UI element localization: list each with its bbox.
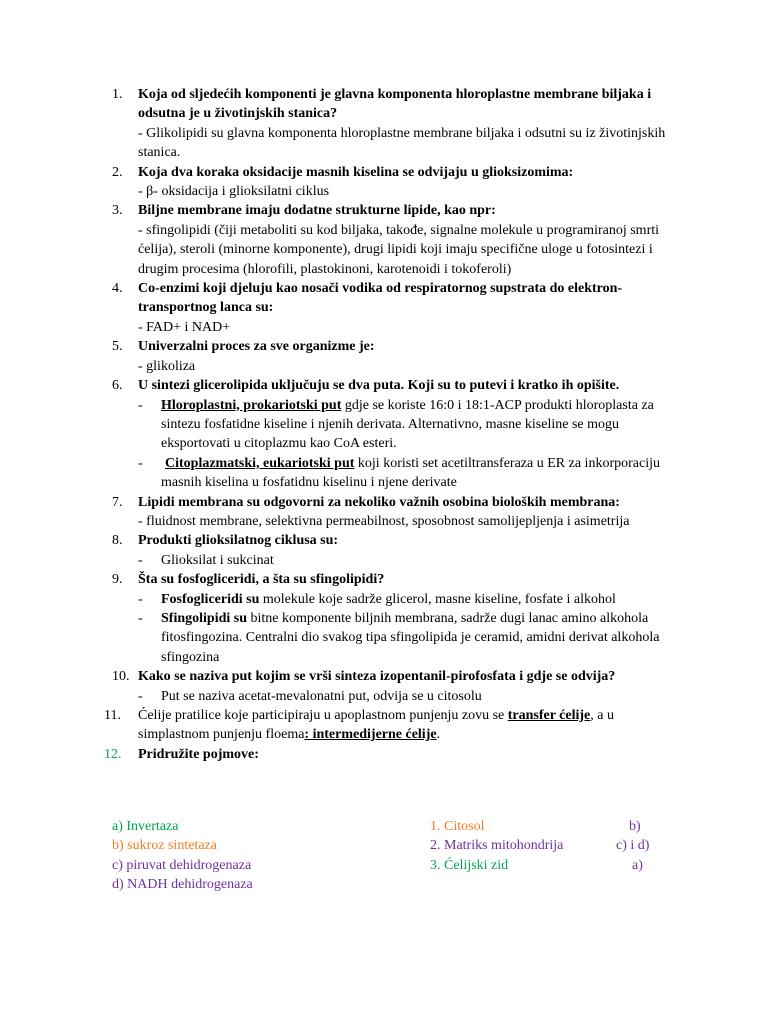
- text-segment: Ćelije pratilice koje participiraju u apoplastnom punjenju zovu se: [138, 708, 508, 723]
- question-10: [112, 667, 682, 706]
- question-text: Lipidi membrana su odgovorni za nekoliko važnih osobina bioloških membrana:: [138, 494, 620, 510]
- answer-text: bitne komponente biljnih membrana, sadrže dugi lanac amino alkohola fitosfingozina. Centralni dio svakog tipa sfingolipida je ceramid, amidni derivat alkohola sfingozina: [161, 610, 660, 665]
- match-left-item: c) piruvat dehidrogenaza: [112, 857, 252, 873]
- question-text: Pridružite pojmove:: [138, 746, 259, 762]
- item-number: 3.: [112, 203, 123, 219]
- answer-text: Glioksilat i sukcinat: [161, 552, 274, 568]
- text-segment: , a u simplastnom punjenju floema: [138, 708, 614, 743]
- answer-bullet: [138, 687, 682, 706]
- answer-text: gdje se koriste 16:0 i 18:1-ACP produkti hloroplasta za sintezu fosfatidne kiseline i njenih derivata. Alternativno, masne kiseline se mogu eksportovati u citoplazmu kao CoA esteri.: [161, 397, 654, 452]
- question-9: [112, 570, 682, 667]
- match-left-item: a) Invertaza: [112, 819, 179, 834]
- item-number: 11.: [104, 708, 121, 723]
- match-right-item: 1. Citosol: [430, 819, 485, 834]
- answer-term: Sfingolipidi su: [161, 610, 247, 626]
- answer-bullet: [138, 551, 682, 570]
- answer-term: Fosfogliceridi su: [161, 591, 260, 607]
- bullet-dash: -: [138, 688, 143, 704]
- answer-text: - glikoliza: [138, 358, 196, 374]
- item-number: 10.: [112, 669, 130, 685]
- match-right-item: 2. Matriks mitohondrija: [430, 838, 564, 854]
- answer-text: molekule koje sadrže glicerol, masne kiseline, fosfate i alkohol: [259, 591, 616, 607]
- answer-bullet: [138, 590, 682, 609]
- question-text: Univerzalni proces za sve organizme je:: [138, 339, 375, 355]
- answer-text: - β- oksidacija i glioksilatni ciklus: [138, 184, 330, 200]
- question-list: [104, 85, 682, 764]
- question-1: [112, 85, 682, 163]
- item-number: 6.: [112, 378, 123, 394]
- question-7: [112, 493, 682, 532]
- item-number: 12.: [104, 746, 122, 762]
- item-number: 5.: [112, 339, 123, 355]
- item-number: 2.: [112, 164, 123, 180]
- item-number: 8.: [112, 533, 123, 549]
- item-number: 9.: [112, 572, 123, 588]
- bullet-dash: -: [138, 397, 143, 413]
- question-text: Biljne membrane imaju dodatne strukturne lipide, kao npr:: [138, 203, 496, 219]
- item-number: 4.: [112, 281, 123, 297]
- answer-text: koji koristi set acetiltransferaza u ER za inkorporaciju masnih kiselina u fosfatidnu kiselinu i njene derivate: [161, 455, 660, 491]
- match-left-item: d) NADH dehidrogenaza: [112, 877, 253, 893]
- question-text: Kako se naziva put kojim se vrši sinteza izopentanil-pirofosfata i gdje se odvija?: [138, 669, 616, 685]
- matching-table: [112, 817, 672, 897]
- match-answer: a): [632, 857, 643, 873]
- answer-text: - FAD+ i NAD+: [138, 319, 231, 335]
- question-3: [112, 201, 682, 279]
- bullet-dash: -: [138, 591, 143, 607]
- match-answer: b): [629, 819, 641, 834]
- bullet-dash: -: [138, 455, 143, 471]
- question-text: Koja od sljedećih komponenti je glavna komponenta hloroplastne membrane biljaka i odsutna je u životinjskih stanica?: [138, 87, 652, 122]
- text-segment: .: [436, 727, 441, 743]
- match-left-item: b) sukroz sintetaza: [112, 838, 217, 854]
- question-text: Koja dva koraka oksidacije masnih kiselina se odvijaju u glioksizomima:: [138, 164, 574, 180]
- answer-term: Hloroplastni, prokariotski put: [161, 397, 342, 413]
- answer-bullet: [138, 609, 682, 667]
- match-answer: c) i d): [616, 838, 650, 854]
- question-text: Šta su fosfogliceridi, a šta su sfingolipidi?: [138, 572, 385, 588]
- answer-bullet: [138, 396, 682, 454]
- item-number: 7.: [112, 494, 123, 510]
- item-number: 1.: [112, 87, 123, 102]
- question-2: [112, 163, 682, 202]
- answer-text: - fluidnost membrane, selektivna permeabilnost, sposobnost samolijepljenja i asimetrija: [138, 513, 630, 529]
- bullet-dash: -: [138, 610, 143, 626]
- question-12: [104, 745, 682, 764]
- answer-bullet: [138, 454, 682, 493]
- question-8: [112, 531, 682, 570]
- answer-term: transfer ćelije: [507, 708, 591, 723]
- question-4: [112, 279, 682, 337]
- answer-text: Put se naziva acetat-mevalonatni put, odvija se u citosolu: [161, 688, 482, 704]
- question-text: [138, 706, 682, 745]
- question-5: [112, 337, 682, 376]
- question-text: U sintezi glicerolipida uključuju se dva puta. Koji su to putevi i kratko ih opišite.: [138, 378, 620, 394]
- bullet-dash: -: [138, 552, 143, 568]
- answer-text: - Glikolipidi su glavna komponenta hloroplastne membrane biljaka i odsutni su iz životinjskih stanica.: [138, 125, 666, 161]
- answer-term: : intermedijerne ćelije: [304, 727, 437, 743]
- question-text: Co-enzimi koji djeluju kao nosači vodika od respiratornog supstrata do elektron-transportnog lanca su:: [138, 281, 623, 316]
- answer-term: Citoplazmatski, eukariotski put: [165, 455, 355, 471]
- question-6: [112, 376, 682, 492]
- answer-text: - sfingolipidi (čiji metaboliti su kod biljaka, takođe, signalne molekule u programiranoj smrti ćelija), steroli (minorne komponente), drugi lipidi koji imaju specifične uloge u fotosintezi i drugim procesima (hlorofili, plastokinoni, karotenoidi i tokoferoli): [138, 222, 660, 277]
- question-11: [104, 706, 682, 745]
- match-right-item: 3. Ćelijski zid: [430, 857, 509, 873]
- question-text: Produkti glioksilatnog ciklusa su:: [138, 533, 339, 549]
